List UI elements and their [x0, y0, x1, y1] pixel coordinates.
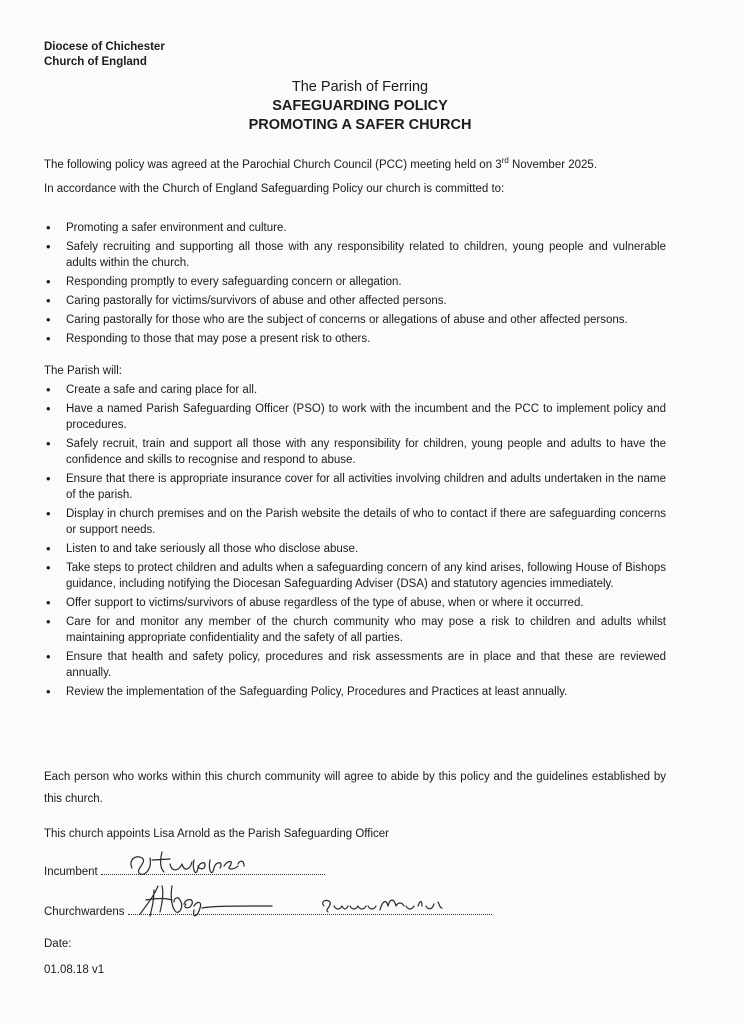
agreed-prefix: The following policy was agreed at the Parochial Church Council (PCC) meeting held on 3 — [44, 159, 502, 171]
list-item: • Listen to and take seriously all those who disclose abuse. — [44, 541, 666, 557]
agreement-statement: Each person who works within this church community will agree to abide by this policy and the guidelines established by this church. — [44, 771, 666, 805]
list-item: • Ensure that there is appropriate insurance cover for all activities involving children and adults undertaken in the name of the parish. — [44, 471, 666, 503]
agreed-ordinal: rd — [501, 156, 509, 166]
diocese-name: Diocese of Chichester — [44, 41, 165, 53]
date-label: Date: — [44, 938, 72, 950]
list-item: • Have a named Parish Safeguarding Officer (PSO) to work with the incumbent and the PCC to implement policy and procedures. — [44, 401, 666, 433]
appointment-statement: This church appoints Lisa Arnold as the Parish Safeguarding Officer — [44, 828, 389, 840]
agreed-suffix: November 2025. — [508, 159, 598, 171]
list-item: • Ensure that health and safety policy, procedures and risk assessments are in place and that these are reviewed annually. — [44, 649, 666, 681]
churchwardens-label: Churchwardens — [44, 906, 125, 918]
list-item: • Promoting a safer environment and culture. — [44, 220, 666, 236]
list-item: • Review the implementation of the Safeguarding Policy, Procedures and Practices at least annually. — [44, 684, 666, 700]
list-item: • Offer support to victims/survivors of abuse regardless of the type of abuse, when or where it occurred. — [44, 595, 666, 611]
list-item: • Responding promptly to every safeguarding concern or allegation. — [44, 274, 666, 290]
list-item: • Safely recruiting and supporting all those with any responsibility related to children, young people and vulnerable adults within the church. — [44, 239, 666, 271]
diocese-header — [44, 40, 165, 70]
list-item: • Responding to those that may pose a present risk to others. — [44, 331, 666, 347]
list-item: • Display in church premises and on the Parish website the details of who to contact if there are safeguarding concerns or support needs. — [44, 506, 666, 538]
list-item: • Take steps to protect children and adults when a safeguarding concern of any kind arises, following House of Bishops guidance, including notifying the Diocesan Safeguarding Adviser (DSA) and statutory agencies immediately. — [44, 560, 666, 592]
commitments-list — [44, 220, 666, 350]
list-item: • Safely recruit, train and support all those with any responsibility for children, young people and adults to have the confidence and skills to recognise and respond to abuse. — [44, 436, 666, 468]
commitment-intro: In accordance with the Church of England Safeguarding Policy our church is committed to: — [44, 183, 505, 195]
list-item: • Caring pastorally for those who are the subject of concerns or allegations of abuse and other affected persons. — [44, 312, 666, 328]
version-label: 01.08.18 v1 — [44, 964, 105, 976]
list-item: • Create a safe and caring place for all. — [44, 382, 666, 398]
parish-will-heading: The Parish will: — [44, 365, 122, 377]
policy-title: SAFEGUARDING POLICY — [272, 98, 448, 114]
list-item: • Caring pastorally for victims/survivors of abuse and other affected persons. — [44, 293, 666, 309]
policy-subtitle: PROMOTING A SAFER CHURCH — [248, 117, 472, 133]
incumbent-signature — [126, 846, 246, 880]
parish-title: The Parish of Ferring — [291, 79, 429, 95]
incumbent-label: Incumbent — [44, 866, 98, 878]
churchwarden-signature-2 — [316, 892, 446, 916]
document-title — [0, 78, 720, 135]
churchwarden-signature-1 — [132, 876, 282, 922]
church-name: Church of England — [44, 56, 147, 68]
parish-will-list — [44, 382, 666, 703]
agreed-statement — [44, 157, 666, 173]
list-item: • Care for and monitor any member of the church community who may pose a risk to children and adults whilst maintaining appropriate confidentiality and the safety of all parties. — [44, 614, 666, 646]
